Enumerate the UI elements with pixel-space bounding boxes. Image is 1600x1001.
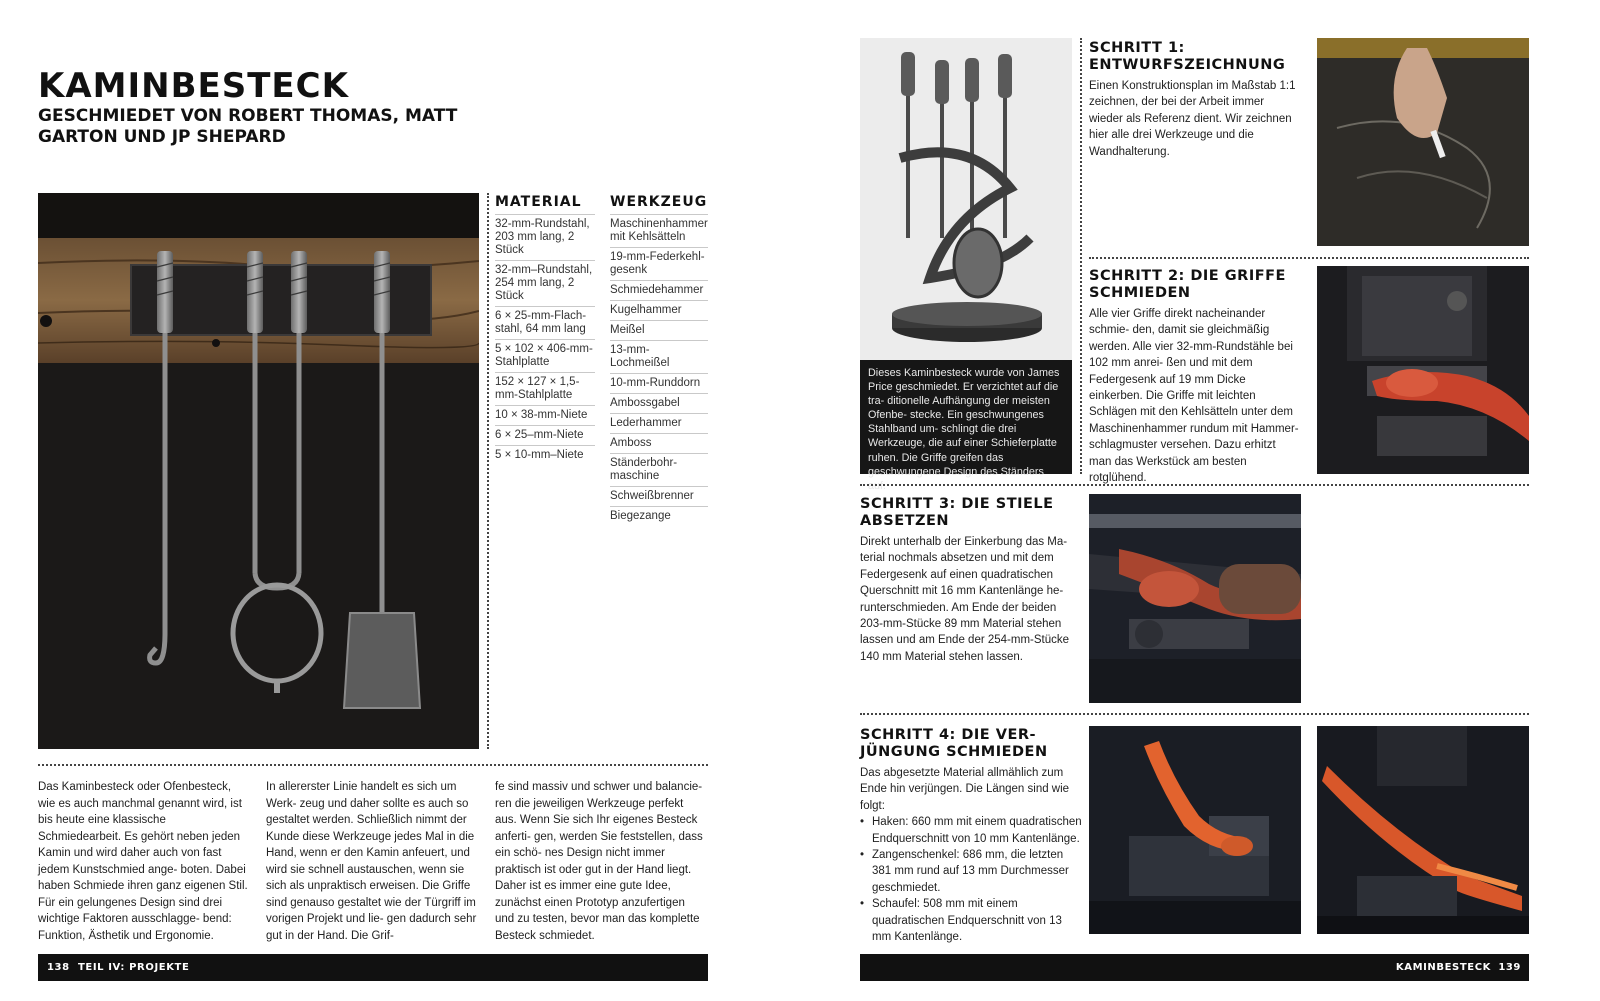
list-item: Ständerbohr- maschine: [610, 453, 708, 486]
step-1: [1089, 40, 1299, 160]
body-column-2: In allererster Linie handelt es sich um Werk- zeug und daher sollte es auch so gestaltet werden. Schließlich nimmt der Kunde diese Werkzeuge jedes Mal in die Hand, wenn er den Kamin anfeuert, und wird sie schnell austauschen, wenn sie sich als unpraktisch erweisen. Die Griffe sind genauso gestaltet wie der Türgriff im vorigen Projekt und lie- gen dadurch sehr gut in der Hand. Die Grif-: [266, 781, 477, 942]
list-item: • Schaufel: 508 mm mit einem quadratischen Endquerschnitt von 13 mm Kantenlänge.: [860, 896, 1082, 945]
james-price-set-photo: [860, 38, 1072, 360]
list-item: 10-mm-Runddorn: [610, 373, 708, 393]
footer-section: TEIL IV: PROJEKTE: [78, 962, 190, 973]
list-item: 13-mm-Lochmeißel: [610, 340, 708, 373]
step-divider-3: [860, 713, 1529, 715]
page-number: 138: [47, 962, 70, 973]
list-item: Schweißbrenner: [610, 486, 708, 506]
list-item: Biegezange: [610, 506, 708, 526]
step-1-heading: SCHRITT 1: ENTWURFSZEICHNUNG: [1089, 40, 1286, 73]
werkzeug-list: [610, 214, 708, 526]
column-divider: [487, 193, 489, 749]
list-item: Schmiedehammer: [610, 280, 708, 300]
list-item: Lederhammer: [610, 413, 708, 433]
list-item: Meißel: [610, 320, 708, 340]
step-2-text: Alle vier Griffe direkt nacheinander schmie- den, damit sie gleichmäßig werden. Alle vier 32-mm-Rundstähle bei 102 mm anrei- ßen und mit dem Federgesenk auf 19 mm Dicke einkerben. Die Griffe mit leichten Schlägen mit den Kehlsätteln unter dem Maschinenhammer rundum mit Hammer- schlagmuster versehen. Dazu erhitzt man das Werkstück am besten rotglühend.: [1089, 308, 1299, 485]
list-item: 32-mm–Rundstahl, 254 mm lang, 2 Stück: [495, 260, 595, 306]
list-item: Ambossgabel: [610, 393, 708, 413]
drawing-photo: [1317, 38, 1529, 246]
step-2-heading: SCHRITT 2: DIE GRIFFE SCHMIEDEN: [1089, 268, 1286, 301]
footer-left: [38, 954, 708, 981]
steps-divider: [1080, 38, 1082, 474]
step-4-bullets: [860, 814, 1082, 945]
step-2: [1089, 268, 1301, 486]
body-column-3: fe sind massiv und schwer und balancie- ren die jeweiligen Werkzeuge perfekt aus. Wenn Sie sich Ihr eigenes Besteck anferti- gen, werden Sie feststellen, dass ein schö- nes Design nicht immer praktisch ist oder gut in der Hand liegt. Daher ist es immer eine gute Idee, zunächst einen Prototyp anzufertigen und zu testen, bevor man das komplette Besteck schmiedet.: [495, 781, 703, 942]
step-4-heading: SCHRITT 4: DIE VER- JÜNGUNG SCHMIEDEN: [860, 727, 1048, 760]
page-title: KAMINBESTECK: [38, 66, 349, 106]
material-heading: MATERIAL: [495, 194, 582, 210]
material-list: [495, 214, 595, 465]
step-divider-2: [860, 484, 1529, 486]
list-item: Maschinenhammer mit Kehlsätteln: [610, 214, 708, 247]
list-item: 10 × 38-mm-Niete: [495, 405, 595, 425]
list-item: 19-mm-Federkehl- gesenk: [610, 247, 708, 280]
page-number: 139: [1498, 962, 1521, 973]
fuller-photo: [1089, 494, 1301, 703]
step-divider-1: [1089, 257, 1529, 259]
list-item: 6 × 25–mm-Niete: [495, 425, 595, 445]
material-section: [495, 194, 595, 465]
step-4: [860, 727, 1082, 945]
taper-photo-2: [1317, 726, 1529, 934]
list-item: • Zangenschenkel: 686 mm, die letzten 381 mm rund auf 13 mm Durchmesser geschmiedet.: [860, 847, 1082, 896]
step-4-text: Das abgesetzte Material allmählich zum Ende hin verjüngen. Die Längen sind wie folgt:: [860, 767, 1070, 812]
list-item: Kugelhammer: [610, 300, 708, 320]
footer-right: [860, 954, 1529, 981]
power-hammer-photo: [1317, 266, 1529, 474]
step-1-text: Einen Konstruktionsplan im Maßstab 1:1 zeichnen, der bei der Arbeit immer wieder als Referenz dient. Wir zeichnen hier alle drei Werkzeuge und die Wandhalterung.: [1089, 80, 1296, 158]
werkzeug-heading: WERKZEUG: [610, 194, 708, 210]
step-3-heading: SCHRITT 3: DIE STIELE ABSETZEN: [860, 496, 1054, 529]
list-item: • Haken: 660 mm mit einem quadratischen Endquerschnitt von 10 mm Kantenlänge.: [860, 814, 1082, 847]
list-item: 5 × 102 × 406-mm- Stahlplatte: [495, 339, 595, 372]
body-divider: [38, 764, 708, 766]
footer-section: KAMINBESTECK: [1395, 962, 1491, 973]
list-item: Amboss: [610, 433, 708, 453]
step-3: [860, 496, 1072, 665]
list-item: 32-mm-Rundstahl, 203 mm lang, 2 Stück: [495, 214, 595, 260]
taper-photo-1: [1089, 726, 1301, 934]
step-3-text: Direkt unterhalb der Einkerbung das Ma- terial nochmals absetzen und mit dem Federgesenk auf einen quadratischen Querschnitt mit 16 mm Kantenlänge he- runterschmieden. Am Ende der beiden 203-mm-Stücke 89 mm Material stehen lassen und am Ende der 254-mm-Stücke 140 mm Material stehen lassen.: [860, 536, 1070, 663]
list-item: 152 × 127 × 1,5-mm-Stahlplatte: [495, 372, 595, 405]
fireplace-tools-photo: [38, 193, 479, 749]
list-item: 5 × 10-mm–Niete: [495, 445, 595, 465]
werkzeug-section: [610, 194, 708, 526]
list-item: 6 × 25-mm-Flach- stahl, 64 mm lang: [495, 306, 595, 339]
photo-caption: Dieses Kaminbesteck wurde von James Price geschmiedet. Er verzichtet auf die tra- ditionelle Aufhängung der meisten Ofenbe- stecke. Ein geschwungenes Stahlband um- schlingt die drei Werkzeuge, die auf einer Schieferplatte ruhen. Die Griffe greifen das geschwungene Design des Ständers auf.: [860, 360, 1072, 474]
body-column-1: Das Kaminbesteck oder Ofenbesteck, wie es auch manchmal genannt wird, ist bis heute eine klassische Schmiedearbeit. Es gehört neben jeden Kamin und wird daher auch von fast jedem Kunstschmied ange- boten. Dabei haben Schmiede ihren ganz eigenen Stil. Für ein gelungenes Design sind drei wichtige Faktoren ausschlagge- bend: Funktion, Ästhetik und Ergonomie.: [38, 781, 248, 942]
page-subtitle: GESCHMIEDET VON ROBERT THOMAS, MATT GARTON UND JP SHEPARD: [38, 106, 458, 147]
